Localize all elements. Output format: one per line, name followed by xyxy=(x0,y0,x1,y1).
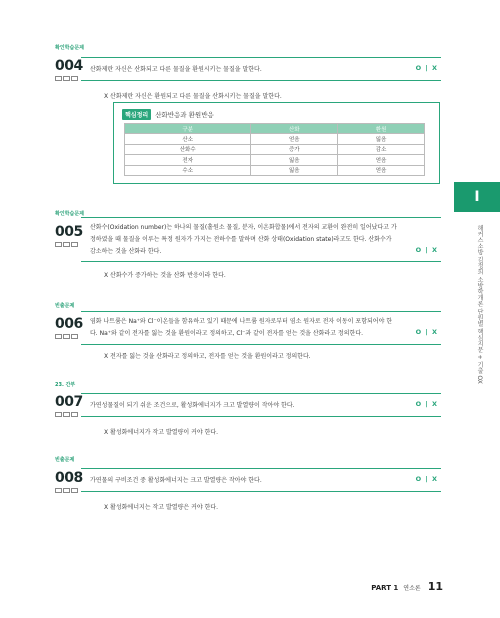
redox-table xyxy=(124,123,425,176)
question-number: 005 xyxy=(55,224,83,240)
answer-text: X 활성화에너지가 작고 발열량이 커야 한다. xyxy=(104,429,219,436)
page-footer xyxy=(371,580,443,593)
question-number: 006 xyxy=(55,316,83,332)
table-row: 수소 잃음 얻음 xyxy=(125,165,425,176)
question-text-line: 감소하는 것을 산화라 한다. xyxy=(90,248,162,255)
answer-text: X 활성화에너지는 작고 발열량은 커야 한다. xyxy=(104,504,219,511)
ox-choice[interactable]: O | X xyxy=(415,328,438,336)
footer-part: PART 1 xyxy=(371,584,399,592)
check-boxes[interactable] xyxy=(55,488,78,493)
question-tag: 빈출문제 xyxy=(55,457,75,463)
question-tag: 23. 간부 xyxy=(55,382,76,388)
table-row: 전자 잃음 얻음 xyxy=(125,155,425,166)
question-box xyxy=(81,468,441,492)
question-number: 004 xyxy=(55,58,83,74)
table-header: 구분 xyxy=(125,124,251,134)
side-title: 해커스소방 김정희 소방학개론 단원별 핵심지문 + 기출 OX xyxy=(476,225,483,384)
question-text: 가연성물질이 되기 쉬운 조건으로, 활성화에너지가 크고 발열량이 작아야 한다. xyxy=(90,402,295,409)
question-tag: 확인학습문제 xyxy=(55,211,84,217)
footer-unit: 연소론 xyxy=(403,585,421,592)
table-header: 산화 xyxy=(251,124,338,134)
check-boxes[interactable] xyxy=(55,412,78,417)
question-box xyxy=(81,217,441,262)
question-tag: 빈출문제 xyxy=(55,303,75,309)
table-row: 산소 얻음 잃음 xyxy=(125,134,425,145)
question-text-line: 산화수(Oxidation number)는 하나의 물질(홑원소 물질, 분자, 이온화합물)에서 전자의 교환이 완전히 일어났다고 가 xyxy=(90,224,397,231)
question-box xyxy=(81,311,441,345)
ox-choice[interactable]: O | X xyxy=(415,400,438,408)
table-header: 환원 xyxy=(338,124,425,134)
question-box xyxy=(81,57,441,81)
question-number: 007 xyxy=(55,394,83,410)
answer-text: X 전자를 잃는 것을 산화라고 정의하고, 전자를 얻는 것을 환원이라고 정의한다. xyxy=(104,353,311,360)
check-boxes[interactable] xyxy=(55,242,78,247)
question-text-line: 염화 나트륨은 Na⁺와 Cl⁻이온들을 함유하고 있기 때문에 나트륨 원자로부터 염소 원자로 전자 이동이 포함되어야 한 xyxy=(90,318,393,325)
ox-choice[interactable]: O | X xyxy=(415,246,438,254)
chapter-tab[interactable]: I xyxy=(454,182,500,212)
ox-choice[interactable]: O | X xyxy=(415,64,438,72)
question-text: 가연물의 구비조건 중 활성화에너지는 크고 발열량은 작아야 한다. xyxy=(90,477,262,484)
summary-title: 산화반응과 환원반응 xyxy=(155,111,214,119)
question-box xyxy=(81,393,441,417)
check-boxes[interactable] xyxy=(55,334,78,339)
check-boxes[interactable] xyxy=(55,76,78,81)
page-number: 11 xyxy=(427,580,443,593)
answer-text: X 산화수가 증가하는 것을 산화 반응이라 한다. xyxy=(104,272,226,279)
question-text: 산화제란 자신은 산화되고 다른 물질을 환원시키는 물질을 말한다. xyxy=(90,66,262,73)
summary-box xyxy=(113,102,440,184)
question-number: 008 xyxy=(55,470,83,486)
question-text-line: 정하였을 때 물질을 이루는 특정 원자가 가지는 전하수를 말하며 산화 상태(Oxidation state)라고도 한다. 산화수가 xyxy=(90,236,392,243)
question-tag: 확인학습문제 xyxy=(55,45,84,51)
question-text-line: 다. Na⁺와 같이 전자를 잃는 것을 환원이라고 정의하고, Cl⁻과 같이 전자를 얻는 것을 산화라고 정의한다. xyxy=(90,330,364,337)
ox-choice[interactable]: O | X xyxy=(415,475,438,483)
answer-text: X 산화제란 자신은 환원되고 다른 물질을 산화시키는 물질을 말한다. xyxy=(104,93,282,100)
table-row: 산화수 증가 감소 xyxy=(125,144,425,155)
summary-badge: 핵심정리 xyxy=(122,109,151,120)
